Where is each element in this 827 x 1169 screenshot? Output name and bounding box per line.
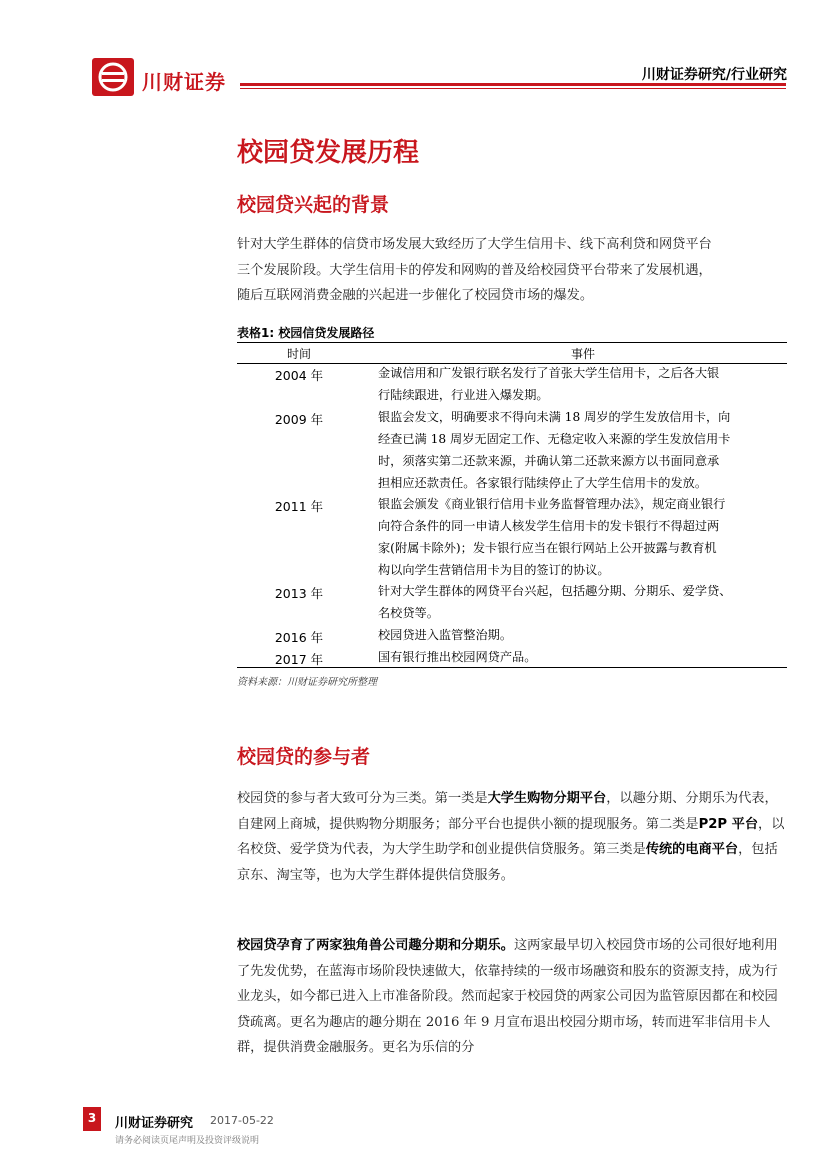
- table-cell-event: [378, 493, 788, 581]
- table-cell-year: 2011 年: [274, 499, 324, 514]
- table-top-rule: [237, 342, 787, 343]
- header-rule: [240, 83, 786, 86]
- event-line: 银监会发文，明确要求不得向未满 18 周岁的学生发放信用卡，向: [378, 410, 731, 424]
- table-caption: 表格1: 校园信贷发展路径: [237, 326, 375, 340]
- brand-logo-icon: [92, 58, 134, 96]
- table-cell-year: 2016 年: [274, 630, 324, 645]
- paragraph-line: 针对大学生群体的信贷市场发展大致经历了大学生信用卡、线下高利贷和网贷平台: [237, 237, 712, 252]
- table-header-time: 时间: [286, 347, 311, 361]
- footer-brand: 川财证券研究: [115, 1116, 194, 1131]
- event-line: 构以向学生营销信用卡为目的签订的协议。: [378, 563, 610, 577]
- event-line: 时，须落实第二还款来源，并确认第二还款来源方以书面同意承: [378, 454, 720, 468]
- section-heading-background: 校园贷兴起的背景: [237, 194, 390, 216]
- event-line: 金诚信用和广发银行联名发行了首张大学生信用卡，之后各大银: [378, 366, 720, 380]
- table-cell-year: 2004 年: [274, 368, 324, 383]
- paragraph-line: 随后互联网消费金融的兴起进一步催化了校园贷市场的爆发。: [237, 288, 594, 303]
- bold-term: 大学生购物分期平台: [487, 791, 607, 806]
- page-title: 校园贷发展历程: [237, 138, 420, 168]
- bold-term: 传统的电商平台: [645, 842, 739, 857]
- table-cell-event: [378, 624, 788, 646]
- event-line: 国有银行推出校园网贷产品。: [378, 650, 537, 664]
- table-cell-event: [378, 406, 788, 494]
- participants-paragraph: [237, 786, 787, 888]
- header-rule-thin: [240, 88, 786, 89]
- bold-term: P2P 平台: [698, 816, 759, 832]
- event-line: 行陆续跟进，行业进入爆发期。: [378, 388, 549, 402]
- table-cell-event: [378, 362, 788, 406]
- event-line: 向符合条件的同一申请人核发学生信用卡的发卡银行不得超过两: [378, 519, 720, 533]
- brand-name: 川财证券: [142, 70, 226, 94]
- footer-date: 2017-05-22: [210, 1114, 274, 1127]
- text-run: ，以名校贷、爱学贷为代表，为大学生助学和创业提供信贷服务。第三类是: [237, 816, 785, 857]
- header-section-label: 川财证券研究/行业研究: [641, 67, 787, 83]
- event-line: 经查已满 18 周岁无固定工作、无稳定收入来源的学生发放信用卡: [378, 432, 731, 446]
- event-line: 担相应还款责任。各家银行陆续停止了大学生信用卡的发放。: [378, 476, 708, 490]
- event-line: 名校贷等。: [378, 606, 439, 620]
- event-line: 银监会颁发《商业银行信用卡业务监督管理办法》，规定商业银行: [378, 497, 726, 511]
- page-number: 3: [83, 1107, 101, 1131]
- table-cell-year: 2017 年: [274, 652, 324, 667]
- table-cell-year: 2009 年: [274, 412, 324, 427]
- event-line: 家(附属卡除外)；发卡银行应当在银行网站上公开披露与教育机: [378, 541, 717, 555]
- table-cell-event: [378, 646, 788, 668]
- section-heading-participants: 校园贷的参与者: [237, 746, 371, 768]
- background-paragraph: [237, 232, 787, 309]
- text-run: ，以趣分期、分期乐为代表，自建网上商城，提供购物分期服务；部分平台也提供小额的提现服务。第二类是: [237, 791, 778, 832]
- text-run: ，包括京东、淘宝等，也为大学生群体提供信贷服务。: [237, 842, 778, 883]
- text-run: 这两家最早切入校园贷市场的公司很好地利用了先发优势，在蓝海市场阶段快速做大，依靠持续的一级市场融资和股东的资源支持，成为行业龙头，如今都已进入上市准备阶段。然而起家于校园贷的两家公司因为监管原因都在和校园贷疏离。更名为趣店的趣分期在 2016 年 9 月宣布退出校园分期市场，转而进军非信用卡人群，提供消费金融服务。更名为乐信的分: [237, 938, 778, 1055]
- bold-lead: 校园贷孕育了两家独角兽公司趣分期和分期乐。: [237, 938, 514, 953]
- event-line: 校园贷进入监管整治期。: [378, 628, 513, 642]
- table-cell-year: 2013 年: [274, 586, 324, 601]
- table-bottom-rule: [237, 667, 787, 668]
- paragraph-line: 三个发展阶段。大学生信用卡的停发和网购的普及给校园贷平台带来了发展机遇，: [237, 262, 712, 278]
- table-source-note: 资料来源：川财证券研究所整理: [237, 677, 377, 688]
- text-run: 校园贷的参与者大致可分为三类。第一类是: [237, 791, 488, 806]
- event-line: 针对大学生群体的网贷平台兴起，包括趣分期、分期乐、爱学贷、: [378, 584, 732, 598]
- footer-disclaimer: 请务必阅读页尾声明及投资评级说明: [115, 1136, 260, 1146]
- unicorn-paragraph: [237, 933, 787, 1061]
- table-cell-event: [378, 580, 788, 624]
- table-header-event: 事件: [570, 347, 595, 361]
